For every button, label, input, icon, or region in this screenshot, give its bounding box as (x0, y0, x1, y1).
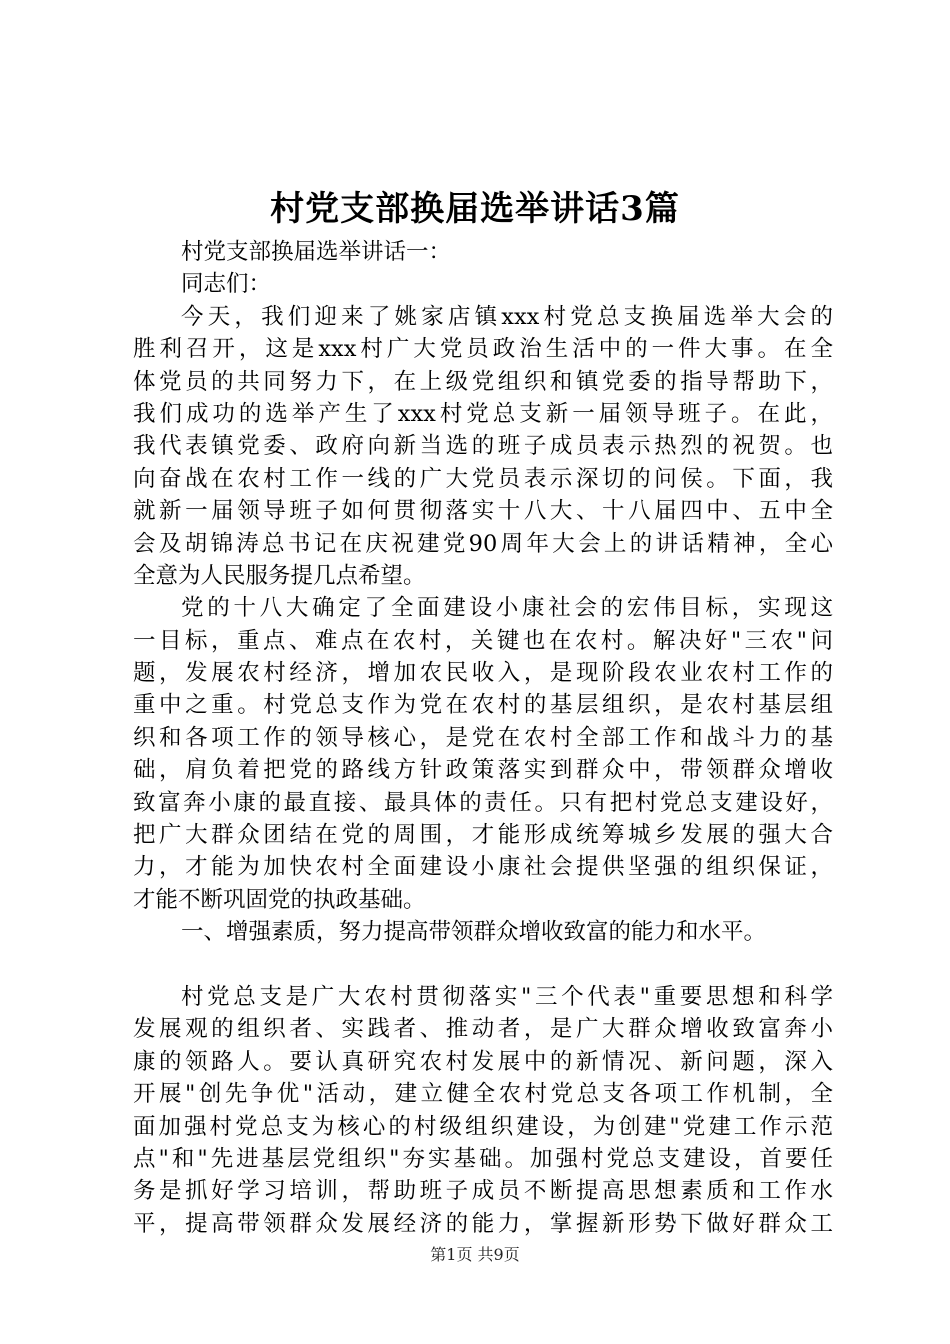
salutation: 同志们： (181, 271, 272, 298)
section-subheading: 一、增强素质，努力提高带领群众增收致富的能力和水平。 (181, 919, 767, 946)
text-line: 点"和"先进基层党组织"夯实基础。加强村党总支建设，首要任 (133, 1145, 833, 1172)
text-line: 务是抓好学习培训，帮助班子成员不断提高思想素质和工作水 (133, 1178, 833, 1205)
text-line: 党的十八大确定了全面建设小康社会的宏伟目标，实现这 (181, 595, 833, 622)
text-line: 向奋战在农村工作一线的广大党员表示深切的问侯。下面，我 (133, 465, 833, 492)
text-line: 胜利召开，这是xxx村广大党员政治生活中的一件大事。在全 (133, 336, 833, 363)
text-line: 体党员的共同努力下，在上级党组织和镇党委的指导帮助下， (133, 368, 833, 395)
text-line: 开展"创先争优"活动，建立健全农村党总支各项工作机制，全 (133, 1081, 833, 1108)
text-line: 全意为人民服务提几点希望。 (133, 562, 426, 589)
text-line: 就新一届领导班子如何贯彻落实十八大、十八届四中、五中全 (133, 498, 833, 525)
section-heading: 村党支部换届选举讲话一： (181, 239, 452, 265)
page-footer: 第1页 共9页 (430, 1245, 520, 1264)
text-line: 础，肩负着把党的路线方针政策落实到群众中，带领群众增收 (133, 757, 833, 784)
text-line: 会及胡锦涛总书记在庆祝建党90周年大会上的讲话精神，全心 (133, 530, 833, 557)
text-line: 致富奔小康的最直接、最具体的责任。只有把村党总支建设好， (133, 789, 833, 816)
text-line: 我们成功的选举产生了xxx村党总支新一届领导班子。在此， (133, 400, 833, 427)
text-line: 题，发展农村经济，增加农民收入，是现阶段农业农村工作的 (133, 660, 833, 687)
text-line: 平，提高带领群众发展经济的能力，掌握新形势下做好群众工 (133, 1210, 833, 1237)
text-line: 重中之重。村党总支作为党在农村的基层组织，是农村基层组 (133, 692, 833, 719)
document-title: 村党支部换届选举讲话3篇 (270, 189, 680, 229)
text-line: 发展观的组织者、实践者、推动者，是广大群众增收致富奔小 (133, 1016, 833, 1043)
document-body (133, 236, 833, 1240)
blank-line (133, 949, 833, 981)
text-line: 才能不断巩固党的执政基础。 (133, 886, 426, 913)
text-line: 面加强村党总支为核心的村级组织建设，为创建"党建工作示范 (133, 1113, 833, 1140)
text-line: 力，才能为加快农村全面建设小康社会提供坚强的组织保证， (133, 854, 833, 881)
text-line: 康的领路人。要认真研究农村发展中的新情况、新问题，深入 (133, 1048, 833, 1075)
text-line: 织和各项工作的领导核心，是党在农村全部工作和战斗力的基 (133, 724, 833, 751)
text-line: 村党总支是广大农村贯彻落实"三个代表"重要思想和科学 (181, 983, 833, 1010)
text-line: 一目标，重点、难点在农村，关键也在农村。解决好"三农"问 (133, 627, 833, 654)
text-line: 今天，我们迎来了姚家店镇xxx村党总支换届选举大会的 (181, 303, 833, 330)
text-line: 我代表镇党委、政府向新当选的班子成员表示热烈的祝贺。也 (133, 433, 833, 460)
text-line: 把广大群众团结在党的周围，才能形成统筹城乡发展的强大合 (133, 822, 833, 849)
